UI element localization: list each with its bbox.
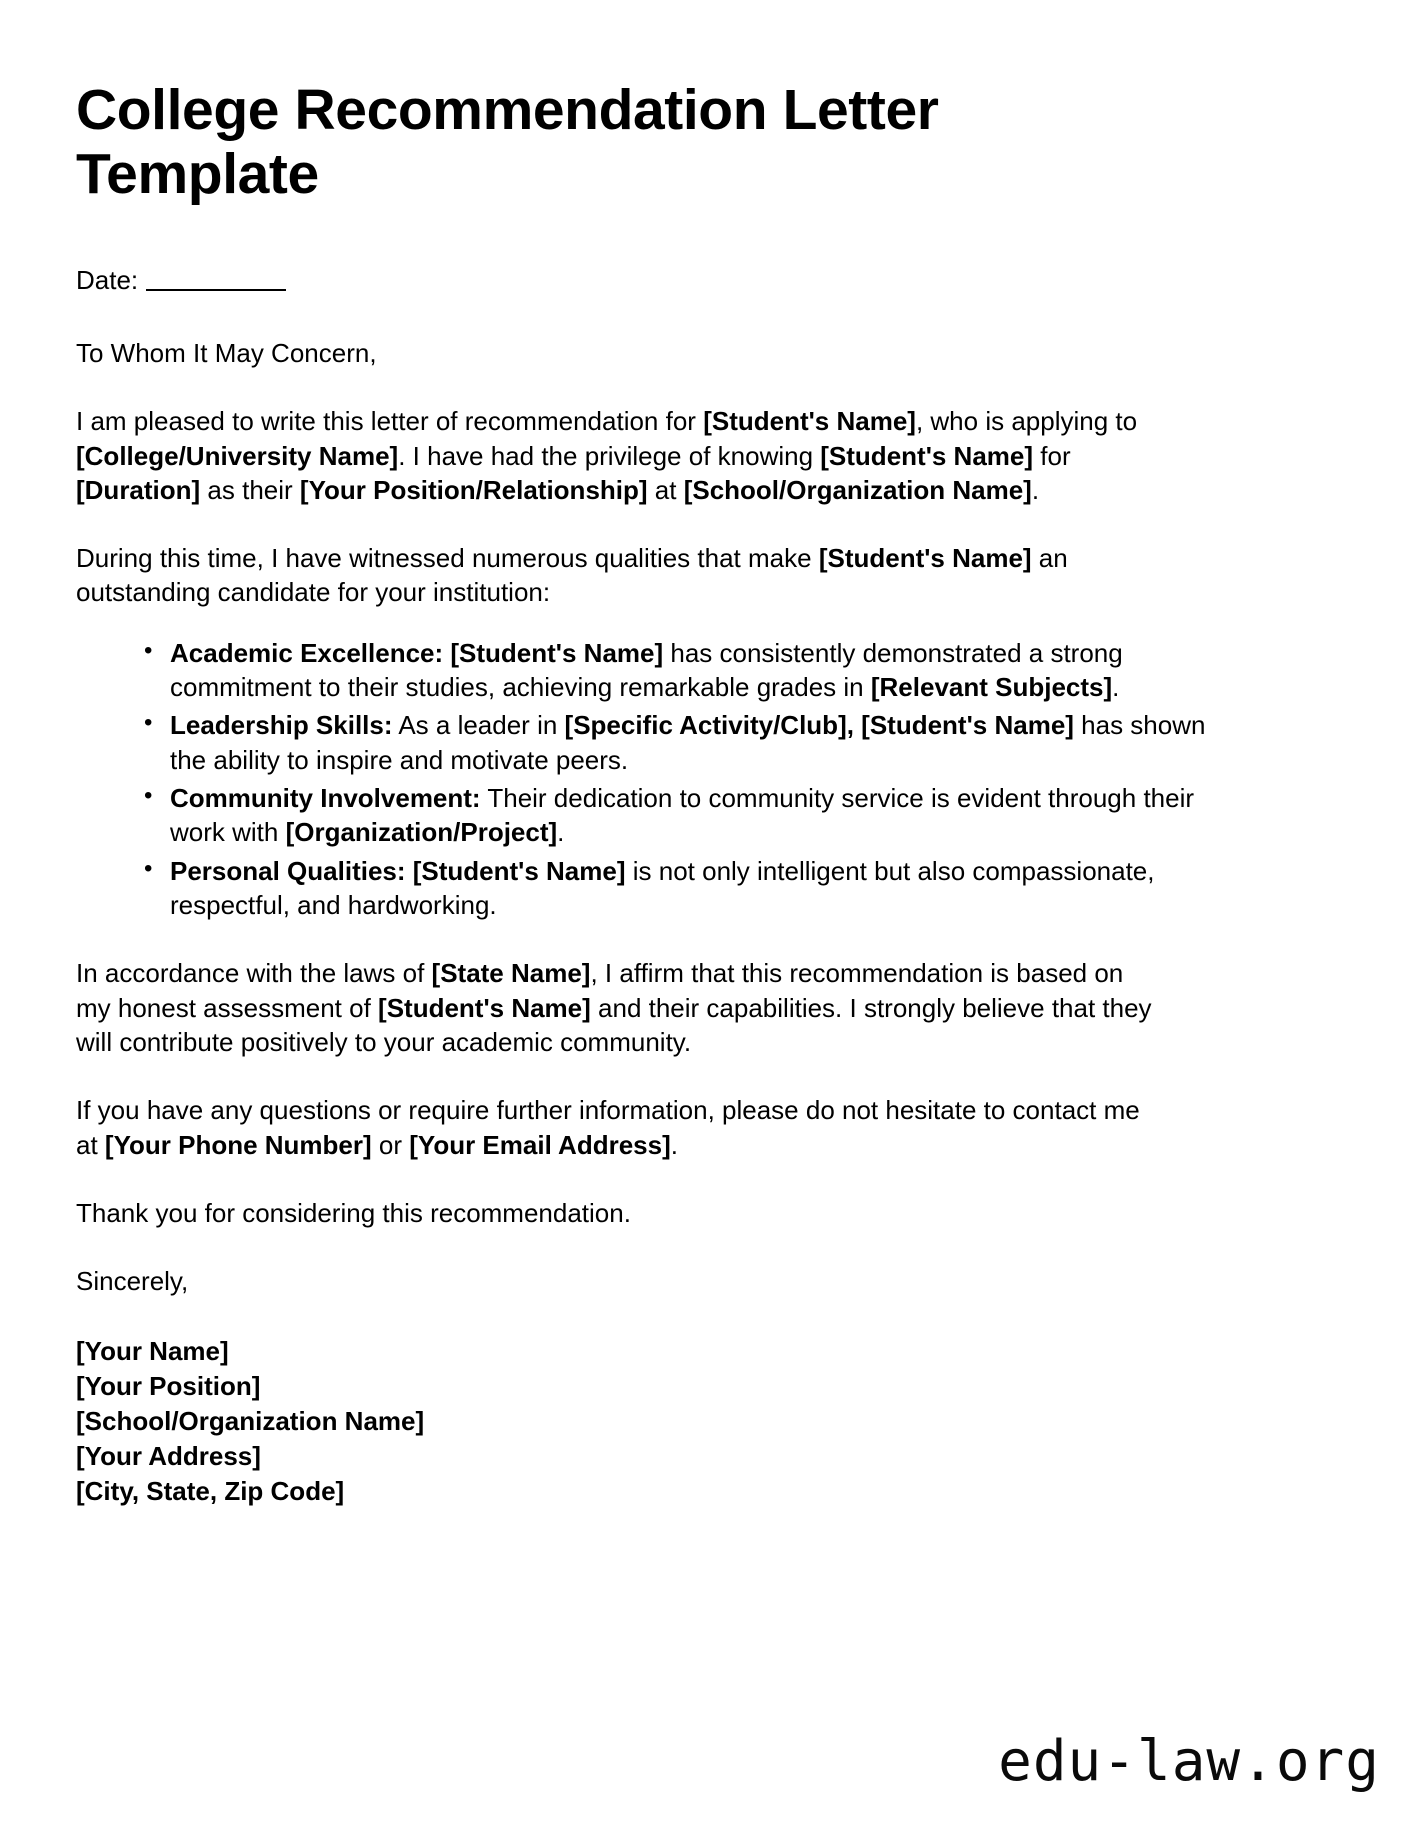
placeholder-student-name-2: [Student's Name] <box>820 440 1034 471</box>
affirmation-text-3: and their capabilities. I strongly believe that they will contribute positively to your academic community. <box>76 992 1152 1057</box>
salutation: To Whom It May Concern, <box>76 337 377 368</box>
site-watermark: edu-law.org <box>998 1729 1380 1794</box>
paragraph-introduction <box>76 404 1161 507</box>
paragraph-qualities-lead <box>76 541 1161 610</box>
placeholder-student-name-1: [Student's Name] <box>703 406 916 437</box>
affirmation-text-2: , I affirm that this recommendation is based on my honest assessment of <box>76 958 1124 1023</box>
placeholder-specific-activity: [Specific Activity/Club], [Student's Name] <box>564 710 1074 741</box>
paragraph-contact <box>76 1093 1161 1162</box>
intro-text-3: . I have had the privilege of knowing <box>398 440 821 471</box>
placeholder-email-address: [Your Email Address] <box>409 1129 671 1160</box>
quality-text-mid: Their dedication to community service is evident through their work with <box>170 783 1195 848</box>
intro-text-7: . <box>1031 474 1040 505</box>
contact-text-3: . <box>670 1129 678 1160</box>
placeholder-your-address: [Your Address] <box>76 1440 261 1471</box>
signature-block <box>76 1334 1298 1508</box>
quality-heading: Academic Excellence: [Student's Name] <box>170 637 664 668</box>
thank-you-line: Thank you for considering this recommendation. <box>76 1197 631 1228</box>
placeholder-position-relationship: [Your Position/Relationship] <box>299 474 648 505</box>
quality-text-end: . <box>557 817 565 848</box>
quality-text-mid: is not only intelligent but also compassionate, respectful, and hardworking. <box>170 855 1155 920</box>
quality-text-end: . <box>1112 672 1120 703</box>
qualities-list <box>76 636 1298 923</box>
placeholder-college-name: [College/University Name] <box>76 440 399 471</box>
placeholder-state-name: [State Name] <box>431 958 591 989</box>
intro-text-2: , who is applying to <box>915 406 1138 437</box>
placeholder-relevant-subjects: [Relevant Subjects] <box>870 672 1113 703</box>
quality-text-mid: As a leader in <box>392 710 565 741</box>
intro-text-1: I am pleased to write this letter of recommendation for <box>76 406 704 437</box>
placeholder-phone-number: [Your Phone Number] <box>104 1129 372 1160</box>
placeholder-organization-project: [Organization/Project] <box>285 817 558 848</box>
placeholder-duration: [Duration] <box>76 474 201 505</box>
list-item <box>144 636 1210 705</box>
intro-text-6: at <box>647 474 684 505</box>
placeholder-city-state-zip: [City, State, Zip Code] <box>76 1475 345 1506</box>
intro-text-5: as their <box>200 474 300 505</box>
quality-text-end: has shown the ability to inspire and motivate peers. <box>170 710 1206 775</box>
placeholder-your-name: [Your Name] <box>76 1336 229 1367</box>
date-input-blank[interactable] <box>146 289 286 291</box>
paragraph-affirmation <box>76 956 1161 1059</box>
intro-text-4: for <box>1033 440 1071 471</box>
placeholder-your-position: [Your Position] <box>76 1371 261 1402</box>
sign-off-line: Sincerely, <box>76 1266 189 1297</box>
affirmation-text-1: In accordance with the laws of <box>76 958 432 989</box>
contact-text-2: or <box>371 1129 410 1160</box>
list-item <box>144 708 1210 777</box>
contact-text-1: If you have any questions or require further information, please do not hesitate to contact me at <box>76 1095 1140 1160</box>
date-field-row <box>76 263 1298 298</box>
quality-heading: Leadership Skills: <box>170 710 393 741</box>
placeholder-school-organization: [School/Organization Name] <box>683 474 1032 505</box>
list-item <box>144 781 1210 850</box>
placeholder-student-name-3: [Student's Name] <box>818 543 1032 574</box>
placeholder-school-organization-name: [School/Organization Name] <box>76 1406 425 1437</box>
quality-text-mid: has consistently demonstrated a strong commitment to their studies, achieving remarkable grades in <box>170 637 1123 703</box>
quality-heading: Personal Qualities: [Student's Name] <box>170 855 626 886</box>
qualities-lead-text-2: an outstanding candidate for your institution: <box>76 543 1068 608</box>
quality-heading: Community Involvement: <box>170 783 481 814</box>
placeholder-student-name-4: [Student's Name] <box>378 992 591 1023</box>
list-item <box>144 854 1210 923</box>
date-label: Date: <box>76 264 139 295</box>
page-title: College Recommendation Letter Template <box>76 78 939 207</box>
qualities-lead-text-1: During this time, I have witnessed numerous qualities that make <box>76 543 819 574</box>
